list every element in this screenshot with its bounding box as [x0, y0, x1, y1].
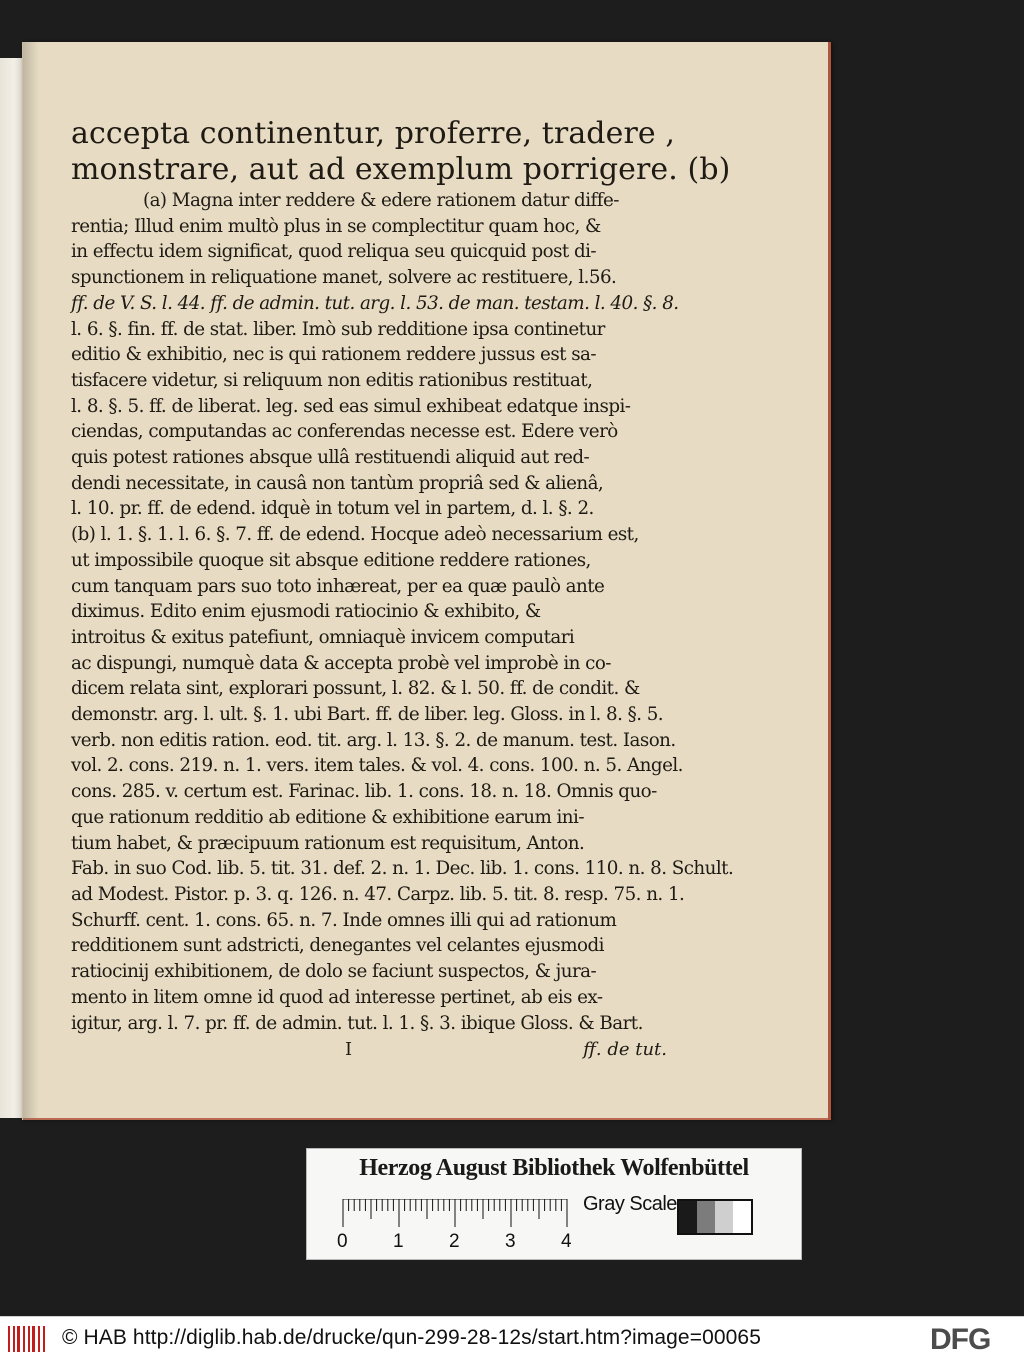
- footnote-line: ad Modest. Pistor. p. 3. q. 126. n. 47. Carpz. lib. 5. tit. 8. resp. 75. n. 1.: [71, 883, 685, 905]
- footnote-line: in effectu idem significat, quod reliqua seu quicquid post di-: [71, 241, 597, 263]
- footnote-line: ff. de V. S. l. 44. ff. de admin. tut. arg. l. 53. de man. testam. l. 40. §. 8.: [71, 292, 679, 314]
- footnote-line: ut impossibile quoque sit absque editione reddere rationes,: [71, 549, 591, 571]
- footnote-line: diximus. Edito enim ejusmodi ratiocinio & exhibito, &: [71, 601, 541, 623]
- footnote-line: quis potest rationes absque ullâ restituendi aliquid aut red-: [71, 447, 590, 469]
- footnote-line: l. 6. §. fin. ff. de stat. liber. Imò sub redditione ipsa continetur: [71, 318, 605, 340]
- footnote-line: mento in litem omne id quod ad interesse pertinet, ab eis ex-: [71, 986, 603, 1008]
- page-text: [71, 116, 734, 1063]
- gray-swatch: [679, 1201, 697, 1233]
- footnote-line: l. 8. §. 5. ff. de liberat. leg. sed eas simul exhibeat edatque inspi-: [71, 395, 631, 417]
- footnote-line: tium habet, & præcipuum rationum est requisitum, Anton.: [71, 832, 585, 854]
- gray-swatch: [733, 1201, 751, 1233]
- footnote-line: ac dispungi, numquè data & accepta probè vel improbè in co-: [71, 652, 611, 674]
- signature-mark: I: [345, 1039, 353, 1061]
- ruler-ticks: [341, 1199, 579, 1229]
- footnote-line: introitus & exitus patefiunt, omniaquè invicem computari: [71, 626, 575, 648]
- footnote-line: ciendas, computandas ac conferendas necesse est. Edere verò: [71, 421, 618, 443]
- gray-swatch: [697, 1201, 715, 1233]
- footnote-line: demonstr. arg. l. ult. §. 1. ubi Bart. ff. de liber. leg. Gloss. in l. 8. §. 5.: [71, 704, 664, 726]
- copyright-link[interactable]: © HAB http://diglib.hab.de/drucke/qun-299-28-12s/start.htm?image=00065: [62, 1326, 761, 1349]
- footnote-line: ratiocinij exhibitionem, de dolo se faciunt suspectos, & jura-: [71, 961, 597, 983]
- footnote-line: editio & exhibitio, nec is qui rationem reddere jussus est sa-: [71, 344, 597, 366]
- footnote-line: igitur, arg. l. 7. pr. ff. de admin. tut. l. 1. §. 3. ibique Gloss. & Bart.: [71, 1012, 643, 1034]
- footnote-line: l. 10. pr. ff. de edend. idquè in totum vel in partem, d. l. §. 2.: [71, 498, 594, 520]
- heading-line: monstrare, aut ad exemplum porrigere. (b): [71, 152, 731, 187]
- dfg-logo: DFG: [930, 1323, 991, 1356]
- gray-scale-swatch: [677, 1199, 753, 1235]
- footnote-line: tisfacere videtur, si reliquum non editis rationibus restituat,: [71, 369, 593, 391]
- ruler-number: 4: [561, 1231, 572, 1252]
- footnote-line: Fab. in suo Cod. lib. 5. tit. 31. def. 2. n. 1. Dec. lib. 1. cons. 110. n. 8. Schult.: [71, 858, 734, 880]
- footnote-line: que rationum redditio ab editione & exhibitione earum ini-: [71, 806, 584, 828]
- footnote-line: cons. 285. v. certum est. Farinac. lib. 1. cons. 18. n. 18. Omnis quo-: [71, 781, 657, 803]
- scale-ruler: [341, 1199, 579, 1229]
- library-color-card: [306, 1148, 802, 1260]
- footer-bar: [0, 1316, 1024, 1361]
- ruler-numbers: [335, 1231, 595, 1255]
- ruler-number: 2: [449, 1231, 460, 1252]
- ruler-number: 0: [337, 1231, 348, 1252]
- catchword: ff. de tut.: [583, 1039, 667, 1061]
- footnote-line: spunctionem in reliquatione manet, solvere ac restituere, l.56.: [71, 267, 617, 289]
- page-gutter-shadow: [23, 42, 39, 1120]
- footnote-line: (b) l. 1. §. 1. l. 6. §. 7. ff. de edend. Hocque adeò necessarium est,: [71, 524, 639, 546]
- gray-swatch: [715, 1201, 733, 1233]
- footnote-line: redditionem sunt adstricti, denegantes vel celantes ejusmodi: [71, 935, 604, 957]
- footnote-line: Schurff. cent. 1. cons. 65. n. 7. Inde omnes illi qui ad rationum: [71, 909, 617, 931]
- footnote-line: rentia; Illud enim multò plus in se complectitur quam hoc, &: [71, 215, 601, 237]
- footnote-line: vol. 2. cons. 219. n. 1. vers. item tales. & vol. 4. cons. 100. n. 5. Angel.: [71, 755, 683, 777]
- heading-line: accepta continentur, proferre, tradere ,: [71, 116, 676, 151]
- footnote-line: dendi necessitate, in causâ non tantùm propriâ sed & alienâ,: [71, 472, 604, 494]
- gray-scale-label: Gray Scale: [583, 1193, 677, 1215]
- barcode-icon: [8, 1326, 48, 1352]
- footnote-line: verb. non editis ration. eod. tit. arg. l. 13. §. 2. de manum. test. Iason.: [71, 729, 676, 751]
- footnote-line: dicem relata sint, explorari possunt, l. 82. & l. 50. ff. de condit. &: [71, 678, 640, 700]
- footnote-line: cum tanquam pars suo toto inhæreat, per ea quæ paulò ante: [71, 575, 605, 597]
- library-title: Herzog August Bibliothek Wolfenbüttel: [359, 1155, 749, 1181]
- footnote-line: (a) Magna inter reddere & edere rationem datur diffe-: [143, 190, 619, 211]
- ruler-number: 1: [393, 1231, 404, 1252]
- book-page: [22, 42, 831, 1120]
- page-footer-marks: [71, 1037, 685, 1063]
- ruler-number: 3: [505, 1231, 516, 1252]
